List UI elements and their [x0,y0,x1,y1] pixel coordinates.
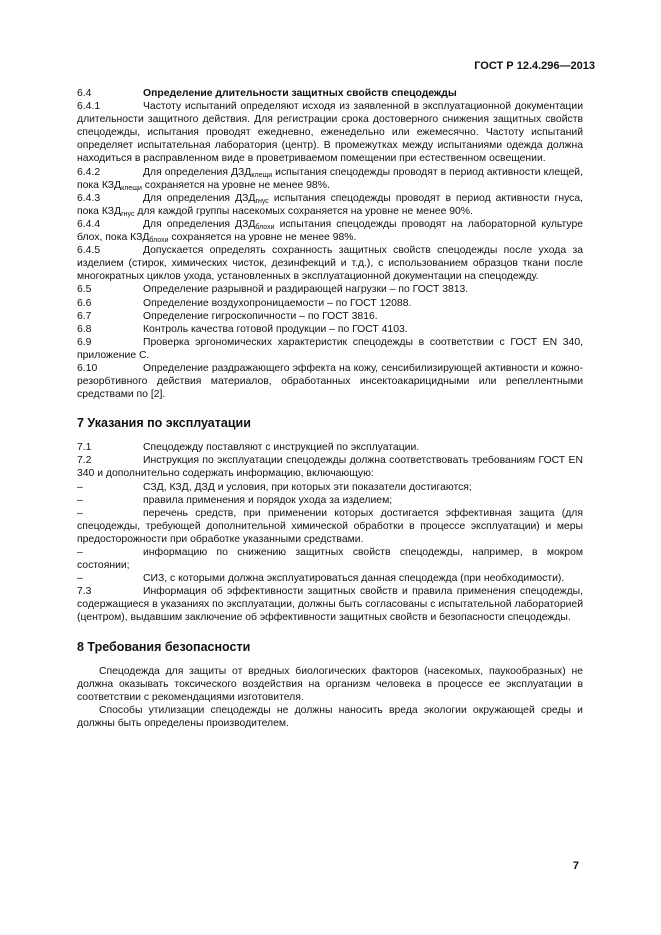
subscript: гнус [255,197,269,205]
subscript: гнус [121,210,135,218]
clause-text: испытания спецодежды проводят в период активности гнуса, пока КЗД [77,192,584,217]
clause-text: Спецодежду поставляют с инструкцией по эксплуатации. [143,442,420,454]
clause-number: 6.8 [77,323,92,335]
clause-number: 7.2 [77,455,92,467]
list-item-text: перечень средств, при применении которых достигается эффективная защита (для спецодежды, требующей дополнительной химической обработки в процессе эксплуатации) и меры предосторожности при обработке указанными средствами. [77,507,583,545]
clause-6-4-5 [77,244,583,283]
section-6-4 [77,87,583,100]
clause-6-9 [77,336,583,362]
dash-marker: – [77,494,83,506]
clause-number: 6.7 [77,310,92,322]
clause-number: 6.4.4 [77,218,101,230]
list-item [77,507,583,546]
clause-6-5 [77,283,583,296]
list-item [77,494,583,507]
clause-6-4-2 [77,166,583,192]
clause-7-2 [77,454,583,480]
list-item [77,572,583,585]
clause-text: испытания спецодежды проводят в период активности клещей, пока КЗД [77,166,584,191]
subscript: клещи [121,184,142,192]
page-number: 7 [572,860,579,872]
clause-7-3 [77,585,583,624]
section-8-paragraph-1: Спецодежда для защиты от вредных биологических факторов (насекомых, паукообразных) не должна оказывать токсического воздействия на организм человека в процессе ее эксплуатации в соответствии с рекомендациями изготовителя. [77,665,583,703]
clause-text: Информация об эффективности защитных свойств и правила применения спецодежды, содержащиеся в указаниях по эксплуатации, должны быть согласованы с испытательной лабораторией (центром), выдавшим заключение об эффективности защитных свойств и безопасности спецодежды. [77,586,583,624]
section-8-title: 8 Требования безопасности [77,639,251,654]
document-body [77,87,583,730]
clause-number: 7.1 [77,442,92,454]
clause-number: 6.4.5 [77,245,101,257]
list-item-text: СИЗ, с которыми должна эксплуатироваться данная спецодежда (при необходимости). [143,573,565,585]
clause-number: 7.3 [77,586,92,598]
clause-title: Определение длительности защитных свойств спецодежды [143,88,457,99]
clause-text: для каждой группы насекомых сохраняется на уровне не менее 90%. [134,205,473,217]
clause-6-6 [77,297,583,310]
clause-text: Определение разрывной и раздирающей нагрузки – по ГОСТ 3813. [143,284,469,296]
clause-6-4-3 [77,192,583,218]
list-item-text: СЗД, КЗД, ДЗД и условия, при которых эти показатели достигаются; [143,481,472,493]
dash-marker: – [77,481,83,493]
subscript: клещи [251,171,273,179]
clause-text: Инструкция по эксплуатации спецодежды должна соответствовать требованиям ГОСТ EN 340 и дополнительно содержать информацию, включающую: [77,455,583,480]
clause-6-8 [77,323,583,336]
clause-text: Допускается определять сохранность защитных свойств спецодежды после ухода за изделием (стирок, химических чисток, дезинфекций и т.д.), с использованием образцов ткани после многократных циклов ухода, установленных в эксплуатационной документации на спецодежду. [77,245,583,283]
clause-number: 6.5 [77,284,92,296]
dash-marker: – [77,507,83,519]
clause-7-1 [77,441,583,454]
clause-6-4-4 [77,218,583,244]
clause-text: Контроль качества готовой продукции – по ГОСТ 4103. [143,323,408,335]
clause-number: 6.9 [77,336,92,348]
clause-text: Определение раздражающего эффекта на кожу, сенсибилизирующей активности и кожно-резорбтивного действия материалов, обработанных инсектоакарицидными или репеллентными средствами по [2]. [77,362,583,401]
subscript: блохи [149,237,169,245]
clause-text: Для определения ДЗД [143,218,256,230]
clause-text: Для определения ДЗД [143,166,252,178]
list-item-text: информацию по снижению защитных свойств спецодежды, например, в мокром состоянии; [77,547,583,572]
clause-text: Частоту испытаний определяют исходя из заявленной в эксплуатационной документации длительности защитного действия. Для регистрации срока достоверного снижения защитных свойств спецодежды, испытания проводят ежедневно, еженедельно или ежемесячно. Частоту испытаний определяет испытательная лаборатория (центр). В промежутках между испытаниями одежда должна находиться в расправленном виде в проветриваемом помещении при естественном освещении. [77,101,583,165]
list-item [77,481,583,494]
clause-text: Проверка эргономических характеристик спецодежды в соответствии с ГОСТ EN 340, приложение С. [77,336,583,361]
clause-6-4-1 [77,100,583,165]
section-7-title: 7 Указания по эксплуатации [77,416,251,431]
clause-text: Определение гигроскопичности – по ГОСТ 3816. [143,310,378,322]
clause-text: Для определения ДЗД [143,192,256,204]
clause-number: 6.6 [77,297,92,309]
dash-marker: – [77,573,83,585]
clause-number: 6.4.2 [77,166,101,178]
clause-6-7 [77,310,583,323]
section-8-paragraph-2: Способы утилизации спецодежды не должны наносить вреда экологии окружающей среды и должны быть определены производителем. [77,704,583,729]
clause-text: испытания спецодежды проводят на лабораторной культуре блох, пока КЗД [77,218,584,244]
clause-text: сохраняется на уровне не менее 98%. [168,232,357,244]
clause-number: 6.10 [77,362,98,374]
clause-text: сохраняется на уровне не менее 98%. [141,179,330,191]
subscript: блохи [255,223,275,231]
dash-marker: – [77,547,83,558]
document-header: ГОСТ Р 12.4.296—2013 [474,60,595,72]
clause-number: 6.4 [77,88,92,99]
list-item [77,546,583,572]
clause-number: 6.4.1 [77,101,101,113]
clause-text: Определение воздухопроницаемости – по ГОСТ 12088. [143,297,412,309]
list-item-text: правила применения и порядок ухода за изделием; [143,494,393,506]
clause-6-10 [77,362,583,401]
clause-number: 6.4.3 [77,192,101,204]
